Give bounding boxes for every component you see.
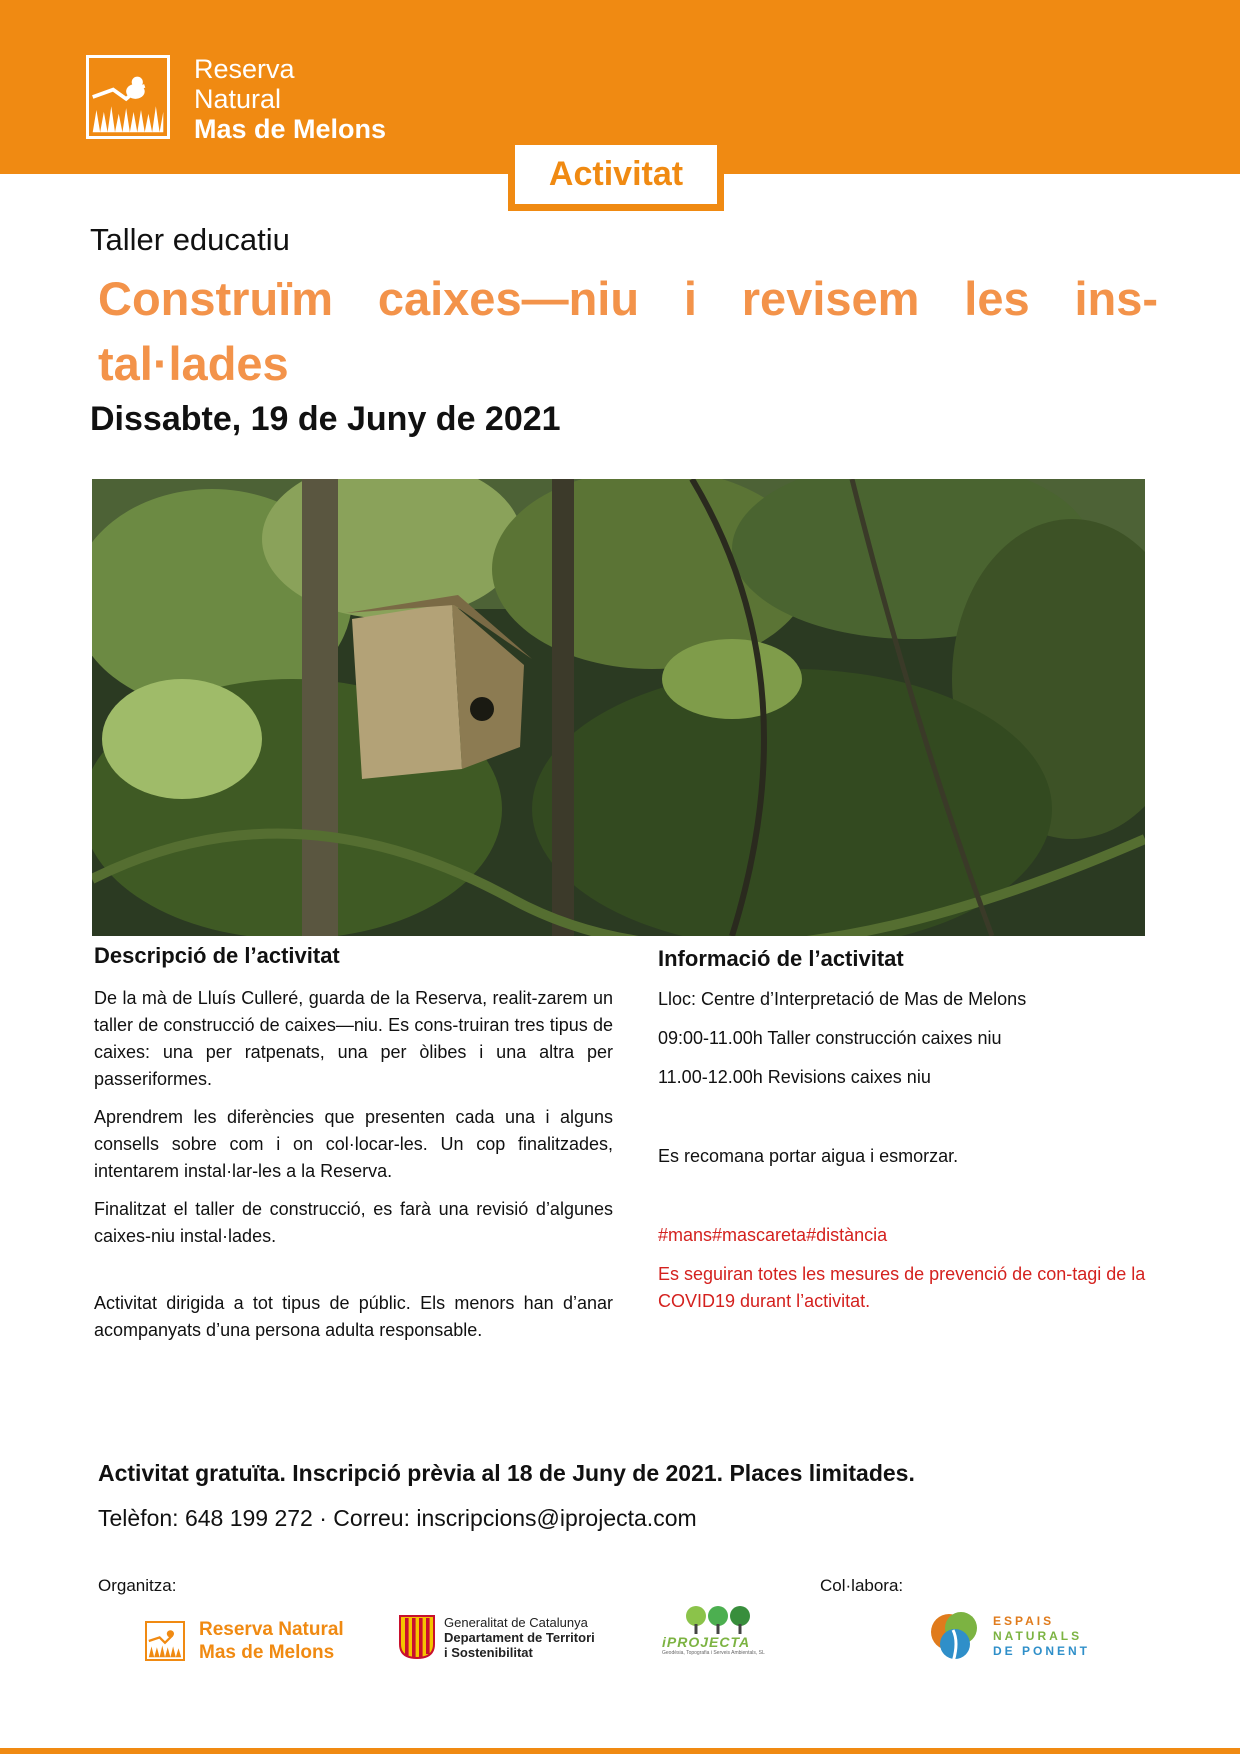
description-heading: Descripció de l’activitat (94, 943, 340, 968)
activity-tag (508, 138, 724, 211)
activity-description (94, 943, 613, 1355)
espais-naturals-logo-icon (925, 1606, 985, 1666)
info-recommendation: Es recomana portar aigua i esmorzar. (658, 1146, 959, 1166)
sponsor-espais-naturals (925, 1606, 1090, 1666)
info-place: Lloc: Centre d’Interpretació de Mas de Melons (658, 989, 1027, 1009)
generalitat-line-3: i Sostenibilitat (444, 1644, 533, 1660)
brand-line-3: Mas de Melons (194, 114, 387, 144)
iprojecta-trees-icon (662, 1606, 768, 1634)
iprojecta-name: iPROJECTA (662, 1634, 751, 1650)
iprojecta-tagline: Geodèsia, Topografia i Serveis Ambientals, SL (662, 1650, 765, 1656)
generalitat-line-1: Generalitat de Catalunya (444, 1614, 588, 1630)
contact-line: Telèfon: 648 199 272 · Correu: inscripcions@iprojecta.com (98, 1505, 697, 1531)
info-schedule-2: 11.00-12.00h Revisions caixes niu (658, 1067, 931, 1087)
sponsor-reserva (145, 1618, 344, 1664)
espais-line-2: NATURALS (993, 1628, 1083, 1643)
activity-info (658, 946, 1148, 1315)
description-paragraph: Aprendrem les diferències que presenten cada una i alguns consells sobre com i on col·locar-les. Un cop finalitzades, intentarem instal·lar-les a la Reserva. (94, 1107, 613, 1181)
nest-box-photo (92, 479, 1145, 936)
reserva-sponsor-line-2: Mas de Melons (199, 1642, 335, 1663)
info-schedule-1: 09:00-11.00h Taller construcción caixes niu (658, 1028, 1002, 1048)
event-kicker: Taller educatiu (90, 222, 290, 257)
registration-notice: Activitat gratuïta. Inscripció prèvia al 18 de Juny de 2021. Places limitades. (98, 1460, 915, 1486)
sponsor-generalitat (398, 1614, 595, 1660)
bottom-orange-line (0, 1748, 1240, 1754)
event-date: Dissabte, 19 de Juny de 2021 (90, 400, 561, 438)
espais-line-3: DE PONENT (993, 1643, 1091, 1658)
event-title: Construïm caixes—niu i revisem les ins-tal·lades (98, 272, 1158, 390)
generalitat-line-2: Departament de Territori (444, 1629, 595, 1645)
brand-name (194, 54, 386, 144)
covid-notice: Es seguiran totes les mesures de prevenció de con-tagi de la COVID19 durant l’activitat. (658, 1264, 1146, 1311)
sponsor-iprojecta (662, 1606, 768, 1656)
description-paragraph: Activitat dirigida a tot tipus de públic. Els menors han d’anar acompanyats d’una persona adulta responsable. (94, 1293, 613, 1340)
covid-hashtags: #mans#mascareta#distància (658, 1225, 888, 1245)
reserva-small-logo-icon (145, 1621, 185, 1661)
reserva-bird-logo-icon (86, 55, 170, 139)
description-paragraph: Finalitzat el taller de construcció, es farà una revisió d’algunes caixes-niu instal·lades. (94, 1199, 613, 1246)
espais-line-1: ESPAIS (993, 1613, 1055, 1628)
activity-tag-label: Activitat (548, 155, 684, 193)
organizer-label: Organitza: (98, 1576, 177, 1595)
collaborator-label: Col·labora: (820, 1576, 904, 1595)
brand-line-1: Reserva (194, 54, 295, 84)
generalitat-shield-icon (398, 1614, 436, 1660)
reserva-sponsor-line-1: Reserva Natural (199, 1619, 344, 1640)
info-heading: Informació de l’activitat (658, 946, 904, 971)
brand-line-2: Natural (194, 84, 282, 114)
description-paragraph: De la mà de Lluís Culleré, guarda de la Reserva, realit-zarem un taller de construcció de caixes—niu. Es cons-truiran tres tipus de caixes: una per ratpenats, una per òlibes i una altra per passeriformes. (94, 988, 613, 1089)
